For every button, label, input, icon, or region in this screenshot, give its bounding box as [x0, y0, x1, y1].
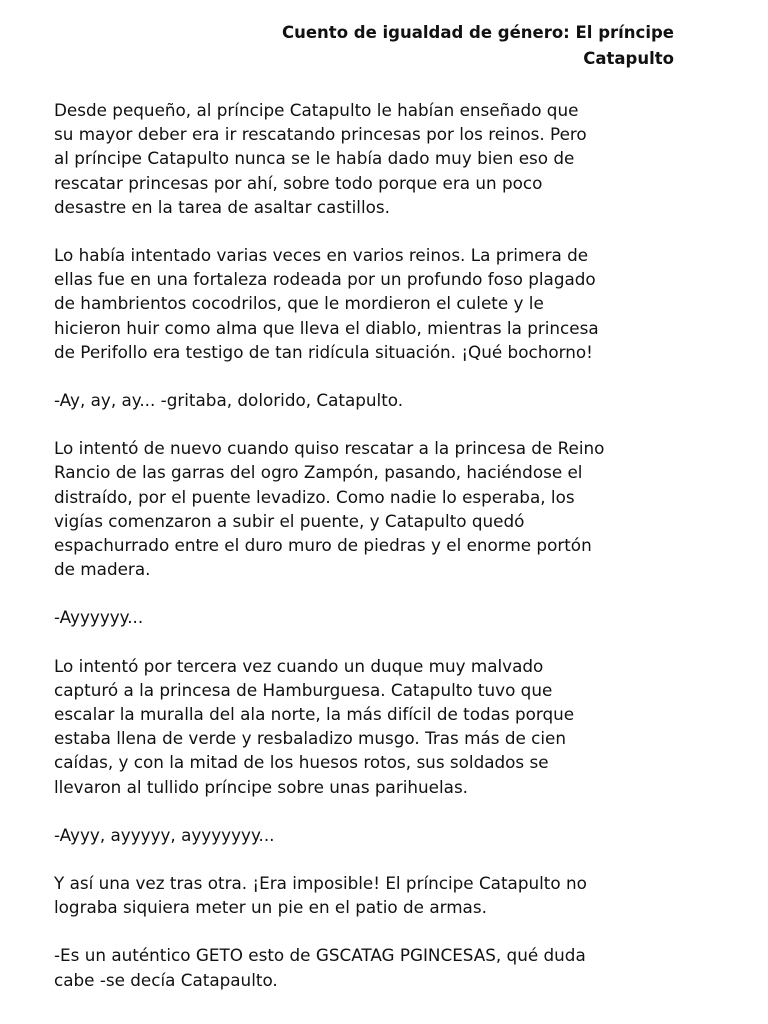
story-body — [54, 98, 734, 1016]
paragraph — [54, 605, 734, 629]
text-line: escalar la muralla del ala norte, la más difícil de todas porque — [54, 704, 575, 725]
text-line: de madera. — [54, 559, 151, 580]
text-line: de Perifollo era testigo de tan ridícula situación. ¡Qué bochorno! — [54, 341, 593, 362]
text-line: -Ayyyyyy... — [54, 607, 144, 628]
text-line: Y así una vez tras otra. ¡Era imposible! El príncipe Catapulto no — [54, 873, 587, 894]
text-line: ellas fue en una fortaleza rodeada por un profundo foso plagado — [54, 269, 596, 290]
text-line: Lo intentó de nuevo cuando quiso rescatar a la princesa de Reino — [54, 438, 605, 459]
page-title — [204, 20, 674, 72]
text-line: de hambrientos cocodrilos, que le mordieron el culete y le — [54, 293, 544, 314]
text-line: Desde pequeño, al príncipe Catapulto le habían enseñado que — [54, 100, 579, 120]
text-line: desastre en la tarea de asaltar castillos. — [54, 196, 390, 217]
text-line: al príncipe Catapulto nunca se le había dado muy bien eso de — [54, 148, 575, 169]
text-line: -Ayyy, ayyyyy, ayyyyyyy... — [54, 824, 275, 845]
text-line: lograba siquiera meter un pie en el patio de armas. — [54, 897, 487, 918]
paragraph — [54, 871, 734, 919]
paragraph — [54, 943, 734, 991]
title-line: Catapulto — [583, 49, 674, 68]
paragraph — [54, 436, 734, 581]
paragraph — [54, 823, 734, 847]
text-line: Lo intentó por tercera vez cuando un duque muy malvado — [54, 655, 544, 676]
text-line: espachurrado entre el duro muro de piedras y el enorme portón — [54, 535, 592, 556]
text-line: cabe -se decía Catapaulto. — [54, 969, 278, 990]
text-line: estaba llena de verde y resbaladizo musgo. Tras más de cien — [54, 728, 566, 749]
paragraph — [54, 388, 734, 412]
text-line: capturó a la princesa de Hamburguesa. Catapulto tuvo que — [54, 679, 553, 700]
text-line: rescatar princesas por ahí, sobre todo porque era un poco — [54, 172, 543, 193]
paragraph — [54, 243, 734, 364]
title-line: Cuento de igualdad de género: El príncipe — [282, 23, 674, 42]
text-line: distraído, por el puente levadizo. Como nadie lo esperaba, los — [54, 486, 575, 507]
text-line: su mayor deber era ir rescatando princesas por los reinos. Pero — [54, 124, 587, 145]
text-line: -Es un auténtico GETO esto de GSCATAG PGINCESAS, qué duda — [54, 945, 586, 966]
text-line: Lo había intentado varias veces en varios reinos. La primera de — [54, 245, 589, 266]
paragraph — [54, 654, 734, 799]
text-line: hicieron huir como alma que lleva el diablo, mientras la princesa — [54, 317, 599, 338]
text-line: caídas, y con la mitad de los huesos rotos, sus soldados se — [54, 752, 549, 773]
text-line: -Ay, ay, ay... -gritaba, dolorido, Catapulto. — [54, 390, 404, 411]
paragraph — [54, 98, 734, 219]
text-line: Rancio de las garras del ogro Zampón, pasando, haciéndose el — [54, 462, 583, 483]
text-line: llevaron al tullido príncipe sobre unas parihuelas. — [54, 776, 469, 797]
text-line: vigías comenzaron a subir el puente, y Catapulto quedó — [54, 510, 525, 531]
